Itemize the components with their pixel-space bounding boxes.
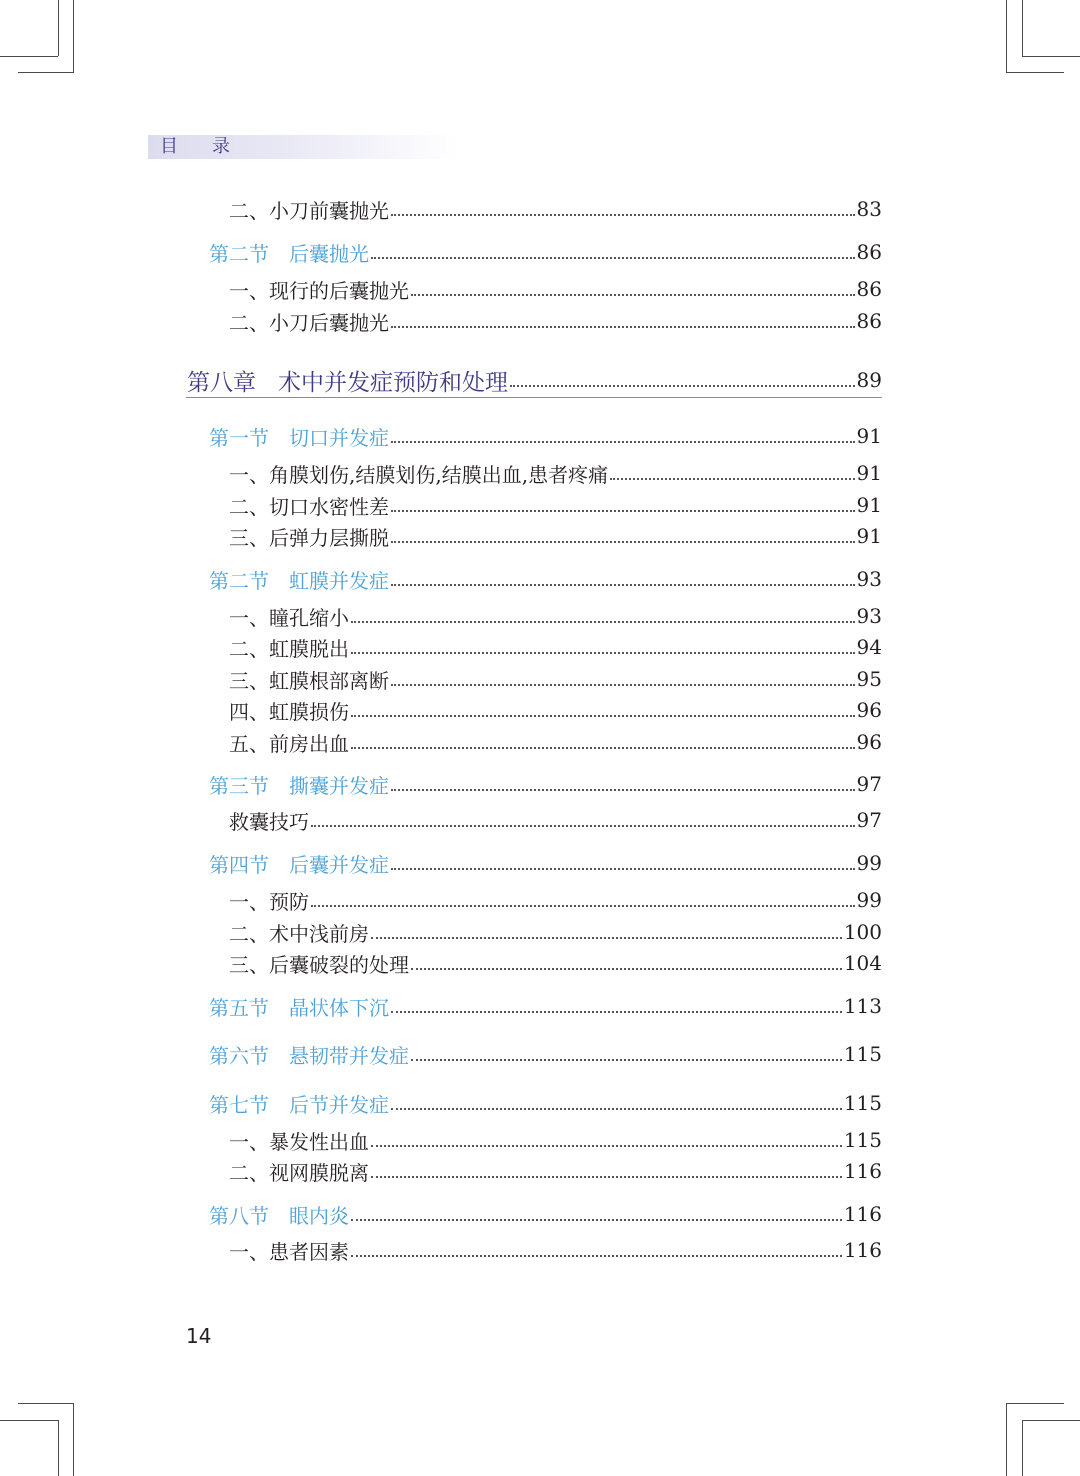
toc-entry-label: [209, 1040, 409, 1069]
toc-entry: [0, 663, 882, 695]
dot-leader: [351, 747, 855, 749]
chapter-number: 第八章: [187, 369, 256, 396]
dot-leader: [371, 937, 842, 939]
entry-title: 术中并发症预防和处理: [278, 369, 508, 396]
toc-entry: [0, 768, 882, 800]
entry-title: 悬韧带并发症: [289, 1043, 409, 1068]
entry-title: 三、后弹力层撕脱: [229, 525, 389, 550]
toc-entry: [0, 420, 882, 452]
toc-entry-label: [229, 949, 409, 978]
toc-entry-label: [209, 238, 369, 267]
toc-entry-page: 96: [856, 730, 882, 754]
dot-leader: [391, 789, 855, 791]
toc-entry-page: 89: [856, 368, 882, 392]
toc-entry-page: 94: [856, 635, 882, 659]
entry-title: 虹膜并发症: [289, 568, 389, 593]
entry-title: 二、视网膜脱离: [229, 1160, 369, 1185]
section-number: 第三节: [209, 773, 269, 798]
toc-entry: [0, 600, 882, 632]
dot-leader: [391, 684, 855, 686]
toc-entry: [0, 694, 882, 726]
entry-title: 一、预防: [229, 889, 309, 914]
toc-entry-label: [209, 770, 389, 799]
toc-entry-page: 91: [856, 424, 882, 448]
toc-entry: [0, 489, 882, 521]
entry-title: 晶状体下沉: [289, 995, 389, 1020]
toc-entry-label: [229, 459, 608, 488]
toc-entry-page: 116: [843, 1159, 882, 1183]
entry-title: 五、前房出血: [229, 731, 349, 756]
toc-entry-label: [229, 806, 309, 835]
entry-title: 三、虹膜根部离断: [229, 668, 389, 693]
dot-leader: [311, 905, 855, 907]
entry-title: 后囊并发症: [289, 852, 389, 877]
toc-entry: [0, 916, 882, 948]
dot-leader: [391, 868, 855, 870]
entry-title: 二、小刀前囊抛光: [229, 198, 389, 223]
toc-entry: [0, 1198, 882, 1230]
dot-leader: [391, 1011, 842, 1013]
toc-entry-label: [229, 195, 389, 224]
toc-entry-page: 115: [843, 1128, 882, 1152]
section-number: 第八节: [209, 1203, 269, 1228]
toc-entry: [0, 236, 882, 268]
toc-entry-page: 104: [843, 951, 882, 975]
toc-entry: [0, 273, 882, 305]
dot-leader: [610, 478, 854, 480]
entry-title: 一、现行的后囊抛光: [229, 278, 409, 303]
entry-title: 切口并发症: [289, 425, 389, 450]
section-number: 第六节: [209, 1043, 269, 1068]
toc-entry-page: 91: [856, 524, 882, 548]
toc-entry-page: 86: [856, 240, 882, 264]
toc-entry-label: [209, 849, 389, 878]
entry-title: 二、虹膜脱出: [229, 636, 349, 661]
entry-title: 撕囊并发症: [289, 773, 389, 798]
dot-leader: [391, 214, 855, 216]
header-title: 目录: [160, 136, 264, 157]
toc-entry: [0, 1234, 882, 1266]
toc-entry: [0, 847, 882, 879]
entry-title: 二、术中浅前房: [229, 921, 369, 946]
toc-entry-label: [187, 364, 508, 397]
toc-entry-label: [209, 565, 389, 594]
toc-entry-label: [229, 491, 389, 520]
toc-entry-page: 91: [856, 461, 882, 485]
toc-entry: [0, 990, 882, 1022]
toc-entry-label: [229, 665, 389, 694]
toc-entry: [0, 563, 882, 595]
toc-entry-page: 97: [856, 772, 882, 796]
toc-entry: [0, 1038, 882, 1070]
toc-entry-label: [229, 728, 349, 757]
toc-entry: [0, 631, 882, 663]
toc-entry-page: 86: [856, 277, 882, 301]
toc-entry: [0, 947, 882, 979]
toc-entry: [0, 884, 882, 916]
dot-leader: [391, 584, 855, 586]
entry-title: 救囊技巧: [229, 809, 309, 834]
dot-leader: [351, 1255, 842, 1257]
toc-entry-page: 97: [856, 808, 882, 832]
page-number: 14: [186, 1324, 212, 1348]
toc-entry: [0, 1124, 882, 1156]
dot-leader: [391, 1108, 842, 1110]
dot-leader: [351, 715, 855, 717]
toc-entry-page: 115: [843, 1091, 882, 1115]
toc-entry-page: 99: [856, 888, 882, 912]
toc-entry-label: [209, 422, 389, 451]
dot-leader: [391, 510, 855, 512]
section-number: 第五节: [209, 995, 269, 1020]
toc-entry: [0, 457, 882, 489]
entry-title: 一、瞳孔缩小: [229, 605, 349, 630]
toc-entry-page: 86: [856, 309, 882, 333]
toc-entry-page: 116: [843, 1238, 882, 1262]
toc-entry-label: [229, 275, 409, 304]
entry-title: 四、虹膜损伤: [229, 699, 349, 724]
entry-title: 一、暴发性出血: [229, 1129, 369, 1154]
dot-leader: [351, 1219, 842, 1221]
toc-entry-label: [229, 633, 349, 662]
toc-entry: [0, 1087, 882, 1119]
section-number: 第一节: [209, 425, 269, 450]
dot-leader: [351, 652, 855, 654]
toc-entry: [0, 1155, 882, 1187]
dot-leader: [311, 825, 855, 827]
toc-entry-page: 93: [856, 604, 882, 628]
dot-leader: [371, 1176, 842, 1178]
toc-entry-page: 83: [856, 197, 882, 221]
entry-title: 眼内炎: [289, 1203, 349, 1228]
toc-entry-page: 96: [856, 698, 882, 722]
toc-entry: [0, 305, 882, 337]
toc-entry-page: 100: [843, 920, 882, 944]
dot-leader: [411, 294, 855, 296]
toc-entry-label: [229, 886, 309, 915]
section-number: 第七节: [209, 1092, 269, 1117]
toc-entry-label: [229, 918, 369, 947]
dot-leader: [371, 1145, 842, 1147]
toc-entry-label: [229, 602, 349, 631]
toc-entry-label: [229, 307, 389, 336]
entry-title: 二、切口水密性差: [229, 494, 389, 519]
chapter-underline: [186, 397, 882, 398]
section-number: 第四节: [209, 852, 269, 877]
dot-leader: [391, 326, 855, 328]
toc-entry: [0, 193, 882, 225]
dot-leader: [391, 541, 855, 543]
entry-title: 三、后囊破裂的处理: [229, 952, 409, 977]
toc-entry: [0, 520, 882, 552]
toc-entry: [0, 726, 882, 758]
toc-entry-label: [229, 1126, 369, 1155]
toc-entry-label: [209, 992, 389, 1021]
toc-entry-label: [229, 522, 389, 551]
dot-leader: [411, 968, 842, 970]
toc-entry-label: [229, 1157, 369, 1186]
entry-title: 后节并发症: [289, 1092, 389, 1117]
toc-entry-page: 99: [856, 851, 882, 875]
section-number: 第二节: [209, 568, 269, 593]
dot-leader: [411, 1059, 842, 1061]
section-number: 第二节: [209, 241, 269, 266]
toc-entry-label: [209, 1089, 389, 1118]
dot-leader: [371, 257, 855, 259]
dot-leader: [391, 441, 855, 443]
toc-entry-label: [229, 1236, 349, 1265]
entry-title: 一、角膜划伤,结膜划伤,结膜出血,患者疼痛: [229, 462, 609, 487]
toc-entry-page: 93: [856, 567, 882, 591]
toc-entry-page: 91: [856, 493, 882, 517]
entry-title: 后囊抛光: [289, 241, 369, 266]
toc-entry-page: 95: [856, 667, 882, 691]
toc-entry-page: 115: [843, 1042, 882, 1066]
entry-title: 二、小刀后囊抛光: [229, 310, 389, 335]
toc-entry: [0, 804, 882, 836]
toc-entry-label: [229, 696, 349, 725]
toc-entry-label: [209, 1200, 349, 1229]
toc-entry-page: 116: [843, 1202, 882, 1226]
dot-leader: [351, 621, 855, 623]
toc-entry-page: 113: [843, 994, 882, 1018]
dot-leader: [510, 385, 855, 387]
entry-title: 一、患者因素: [229, 1239, 349, 1264]
toc-entry: [0, 364, 882, 396]
